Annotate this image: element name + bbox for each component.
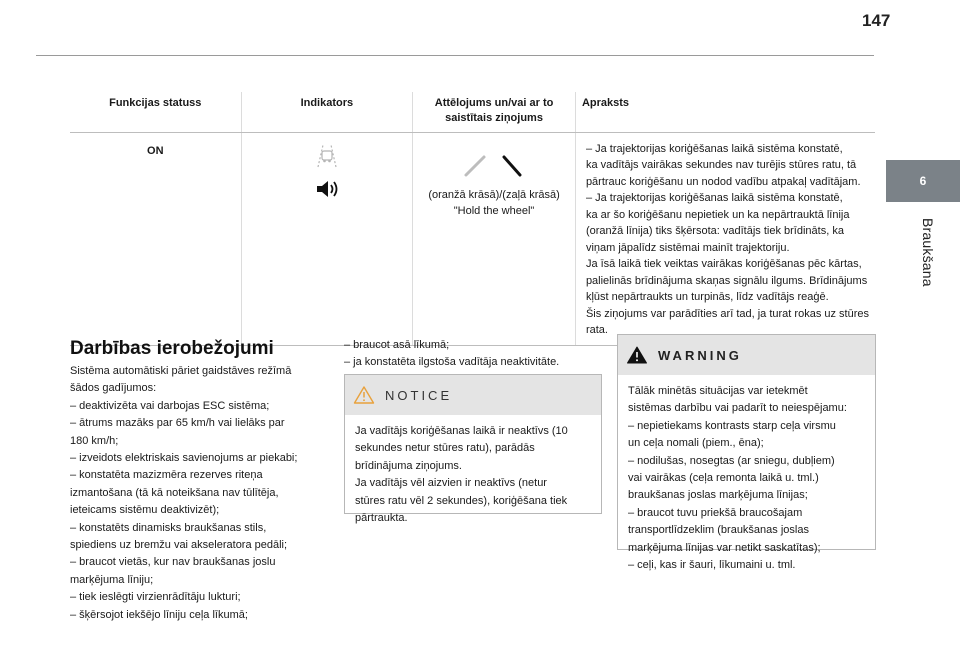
body-line: šādos gadījumos: bbox=[70, 382, 157, 395]
table-row bbox=[70, 132, 875, 345]
warning-line: – ceļi, kas ir šauri, līkumaini u. tml. bbox=[628, 559, 796, 572]
section-title: Darbības ierobežojumi bbox=[70, 338, 274, 359]
description-line: ka vadītājs vairākas sekundes nav turējis stūres ratu, tā bbox=[585, 159, 857, 172]
warning-header bbox=[618, 335, 875, 375]
lane-lines-icon bbox=[454, 147, 534, 183]
warning-line: sistēmas darbību vai padarīt to neiespējamu: bbox=[628, 402, 847, 415]
body-line: ieteicams sistēmu deaktivizēt); bbox=[70, 504, 220, 517]
notice-header bbox=[345, 375, 601, 415]
notice-icon bbox=[353, 385, 375, 405]
function-status-table bbox=[70, 92, 875, 346]
warning-line: – braucot tuvu priekšā braucošajam bbox=[628, 506, 803, 519]
description-cell bbox=[575, 132, 875, 345]
speaker-sound-icon bbox=[312, 177, 342, 201]
description-line: viņam jāpalīdz sistēmai mainīt trajektoriju. bbox=[585, 241, 790, 254]
limitations-column-2 bbox=[344, 337, 559, 372]
header-indicator: Indikators bbox=[241, 92, 413, 132]
notice-line: stūres ratu vēl 2 sekundes), koriģēšana tiek bbox=[355, 494, 568, 507]
warning-line: – nepietiekams kontrasts starp ceļa virsmu bbox=[628, 419, 836, 432]
description-line: (oranžā līnija) tiks šķērsota: vadītājs tiek brīdināts, ka bbox=[585, 225, 844, 238]
body-line: – deaktivizēta vai darbojas ESC sistēma; bbox=[70, 399, 270, 412]
warning-label: WARNING bbox=[658, 347, 742, 363]
warning-line: marķējuma līnijas var netikt saskatītas); bbox=[628, 541, 821, 554]
notice-line: brīdinājuma ziņojums. bbox=[355, 459, 462, 472]
notice-line: sekundes netur stūres ratu), parādās bbox=[355, 442, 535, 455]
body-line: spiediens uz bremžu vai akseleratora pedāli; bbox=[70, 539, 288, 552]
warning-box bbox=[617, 334, 876, 572]
body-line: – konstatēts dinamisks braukšanas stils, bbox=[70, 521, 267, 534]
notice-body bbox=[345, 415, 601, 535]
notice-line: Ja vadītājs koriģēšanas laikā ir neaktīvs (10 bbox=[355, 425, 568, 437]
display-cell bbox=[413, 132, 576, 345]
body-line: – izveidots elektriskais savienojums ar piekabi; bbox=[70, 452, 298, 465]
body-line: – ātrums mazāks par 65 km/h vai lielāks par bbox=[70, 417, 285, 430]
limitations-column-1 bbox=[70, 363, 297, 624]
description-line: rata. bbox=[585, 324, 608, 337]
body-line: – tiek ieslēgti virzienrādītāju lukturi; bbox=[70, 591, 241, 604]
lane-assist-icon bbox=[309, 141, 345, 169]
display-message: "Hold the wheel" bbox=[453, 205, 535, 218]
notice-label: NOTICE bbox=[385, 387, 453, 403]
body-line: – braucot vietās, kur nav braukšanas joslu bbox=[70, 556, 276, 569]
description-line: Šis ziņojums var parādīties arī tad, ja turat rokas uz stūres bbox=[585, 307, 869, 320]
chapter-title: Braukšana bbox=[920, 218, 936, 287]
notice-line: pārtraukta. bbox=[355, 512, 408, 525]
warning-icon bbox=[626, 345, 648, 365]
warning-line: un ceļa nomali (piem., ēna); bbox=[628, 437, 764, 450]
body-line: marķējuma līniju; bbox=[70, 573, 154, 586]
page-number: 147 bbox=[862, 11, 891, 30]
body-line: – ja konstatēta ilgstoša vadītāja neaktivitāte. bbox=[344, 356, 560, 369]
body-line: Sistēma automātiski pāriet gaidstāves režīmā bbox=[70, 365, 292, 377]
display-color-note: (oranžā krāsā)/(zaļā krāsā) bbox=[428, 188, 560, 201]
header-status: Funkcijas statuss bbox=[70, 92, 241, 132]
description-line: ka ar šo koriģēšanu nepietiek un ka nepārtrauktā līnija bbox=[585, 208, 850, 221]
body-line: – konstatēta mazizmēra rezerves riteņa bbox=[70, 469, 263, 482]
description-line: palielinās brīdinājuma skaņas signālu ilgums. Brīdinājums bbox=[585, 274, 868, 287]
body-line: – šķērsojot iekšējo līniju ceļa līkumā; bbox=[70, 608, 248, 621]
body-line: 180 km/h; bbox=[70, 434, 119, 447]
description-line: – Ja trajektorijas koriģēšanas laikā sistēma konstatē, bbox=[585, 142, 843, 155]
description-line: pārtrauc koriģēšanu un nodod vadību atpakaļ vadītājam. bbox=[585, 175, 861, 188]
description-line: – Ja trajektorijas koriģēšanas laikā sistēma konstatē, bbox=[585, 192, 843, 205]
description-line: kļūst nepārtraukts un turpinās, līdz vadītājs reaģē. bbox=[585, 291, 829, 304]
warning-line: vai vairākas (ceļa remonta laikā u. tml.) bbox=[628, 472, 819, 485]
header-description: Apraksts bbox=[575, 92, 875, 132]
warning-line: – nodilušas, nosegtas (ar sniegu, dubļiem) bbox=[628, 454, 835, 467]
warning-line: Tālāk minētās situācijas var ietekmēt bbox=[628, 385, 808, 397]
warning-line: braukšanas joslas marķējuma līnijas; bbox=[628, 489, 808, 502]
warning-body bbox=[618, 375, 875, 582]
indicator-cell bbox=[241, 132, 413, 345]
description-line: Ja īsā laikā tiek veiktas vairākas koriģēšanas pēc kārtas, bbox=[585, 258, 862, 271]
header-display: Attēlojums un/vai ar to saistītais ziņojums bbox=[413, 92, 576, 132]
body-line: – braucot asā līkumā; bbox=[344, 339, 450, 351]
chapter-tab: 6 bbox=[886, 160, 960, 202]
status-cell: ON bbox=[70, 132, 241, 345]
body-line: izmantošana (tā kā noteikšana nav tūlītēja, bbox=[70, 486, 279, 499]
header-rule bbox=[36, 55, 874, 56]
notice-box bbox=[344, 374, 602, 525]
warning-line: transportlīdzeklim (braukšanas joslas bbox=[628, 524, 809, 537]
notice-line: Ja vadītājs vēl aizvien ir neaktīvs (netur bbox=[355, 477, 547, 490]
